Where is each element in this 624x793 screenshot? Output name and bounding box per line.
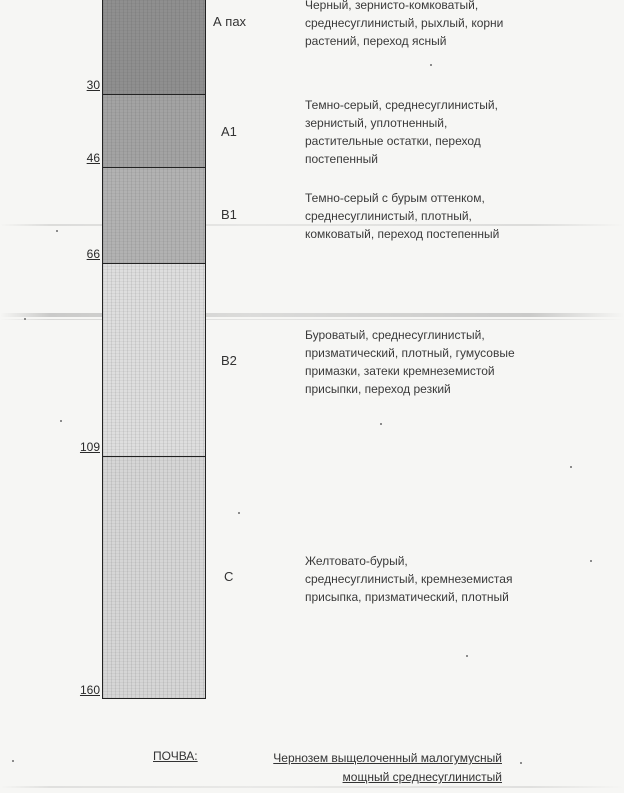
scan-speck <box>520 762 522 764</box>
horizon-name-b1: В1 <box>221 207 237 222</box>
scan-speck <box>570 466 572 468</box>
horizon-description-a-pah: Черный, зернисто-комковатый, среднесуглинистый, рыхлый, корни растений, переход ясный <box>305 0 504 48</box>
horizon-name-a-pah: А пах <box>213 14 247 29</box>
horizon-a-pah-block <box>103 0 205 95</box>
horizon-description-a1: Темно-серый, среднесуглинистый, зернистый, уплотненный, растительные остатки, переход постепенный <box>305 98 498 166</box>
scan-speck <box>24 318 26 320</box>
scan-speck <box>238 512 240 514</box>
horizon-b2-block <box>103 264 205 457</box>
scan-speck <box>380 423 382 425</box>
scan-speck <box>56 230 58 232</box>
soil-name: Чернозем выщелоченный малогумусный мощный среднесуглинистый <box>273 751 502 784</box>
horizon-name-c: С <box>224 569 234 584</box>
horizon-description-b1: Темно-серый с бурым оттенком, среднесуглинистый, плотный, комковатый, переход постепенный <box>305 191 500 241</box>
depth-label-109: 109 <box>79 440 100 454</box>
horizon-description-c: Желтовато-бурый, среднесуглинистый, кремнеземистая присыпка, призматический, плотный <box>305 554 513 604</box>
horizon-name-a1: А1 <box>221 124 237 139</box>
scan-speck <box>60 420 62 422</box>
depth-label-160: 160 <box>79 683 100 697</box>
scan-speck <box>590 560 592 562</box>
scan-streak <box>0 319 624 320</box>
soil-column <box>102 0 206 699</box>
horizon-description-b2: Буроватый, среднесуглинистый, призматический, плотный, гумусовые примазки, затеки кремнеземистой присыпки, переход резкий <box>305 328 515 396</box>
soil-label: ПОЧВА: <box>153 749 198 763</box>
horizon-c-block <box>103 457 205 698</box>
scan-streak <box>0 313 624 317</box>
depth-label-30: 30 <box>86 78 100 92</box>
depth-label-66: 66 <box>86 247 100 261</box>
horizon-b1-block <box>103 168 205 264</box>
horizon-name-b2: В2 <box>221 353 237 368</box>
scan-speck <box>430 64 432 66</box>
scan-speck <box>12 760 14 762</box>
depth-label-46: 46 <box>86 151 100 165</box>
scan-speck <box>466 655 468 657</box>
horizon-a1-block <box>103 95 205 168</box>
